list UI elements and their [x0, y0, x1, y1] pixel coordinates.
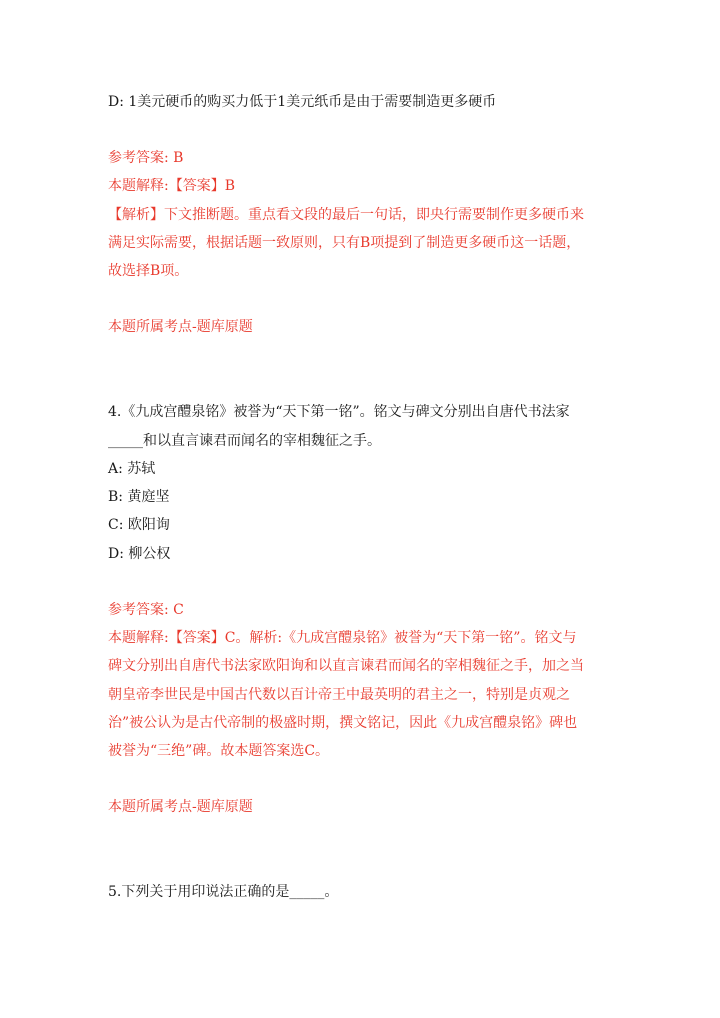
q4-explanation-line: 本题解释:【答案】C。解析:《九成宫醴泉铭》被誉为“天下第一铭”。铭文与 [108, 630, 577, 646]
q4-option-c: C: 欧阳询 [108, 517, 170, 533]
q4-explanation-line: 朝皇帝李世民是中国古代数以百计帝王中最英明的君主之一，特别是贞观之 [108, 687, 570, 703]
q3-source: 本题所属考点-题库原题 [108, 319, 253, 335]
q4-source: 本题所属考点-题库原题 [108, 799, 253, 815]
q3-explanation-head: 本题解释:【答案】B [108, 178, 236, 194]
q3-explanation-line: 故选择B项。 [108, 263, 189, 279]
q4-explanation-line: 碑文分别出自唐代书法家欧阳询和以直言谏君而闻名的宰相魏征之手，加之当 [108, 658, 584, 674]
q5-stem: 5.下列关于用印说法正确的是_____。 [108, 884, 339, 900]
q4-option-b: B: 黄庭坚 [108, 489, 170, 505]
q4-explanation-line: 被誉为“三绝”碑。故本题答案选C。 [108, 743, 330, 759]
q4-explanation-line: 治”被公认为是古代帝制的极盛时期，撰文铭记，因此《九成宫醴泉铭》碑也 [108, 715, 578, 731]
q4-option-d: D: 柳公权 [108, 546, 171, 562]
q3-answer: 参考答案: B [108, 150, 184, 166]
q3-option-d: D: 1美元硬币的购买力低于1美元纸币是由于需要制造更多硬币 [108, 94, 497, 110]
q4-stem-line: 4.《九成宫醴泉铭》被誉为“天下第一铭”。铭文与碑文分别出自唐代书法家 [108, 404, 570, 420]
q4-stem-line: _____和以直言谏君而闻名的宰相魏征之手。 [108, 433, 381, 449]
q4-answer: 参考答案: C [108, 602, 184, 618]
q4-option-a: A: 苏轼 [108, 461, 156, 477]
q3-explanation-line: 满足实际需要，根据话题一致原则，只有B项提到了制造更多硬币这一话题， [108, 235, 581, 251]
q3-explanation-line: 【解析】下文推断题。重点看文段的最后一句话，即央行需要制作更多硬币来 [108, 207, 584, 223]
